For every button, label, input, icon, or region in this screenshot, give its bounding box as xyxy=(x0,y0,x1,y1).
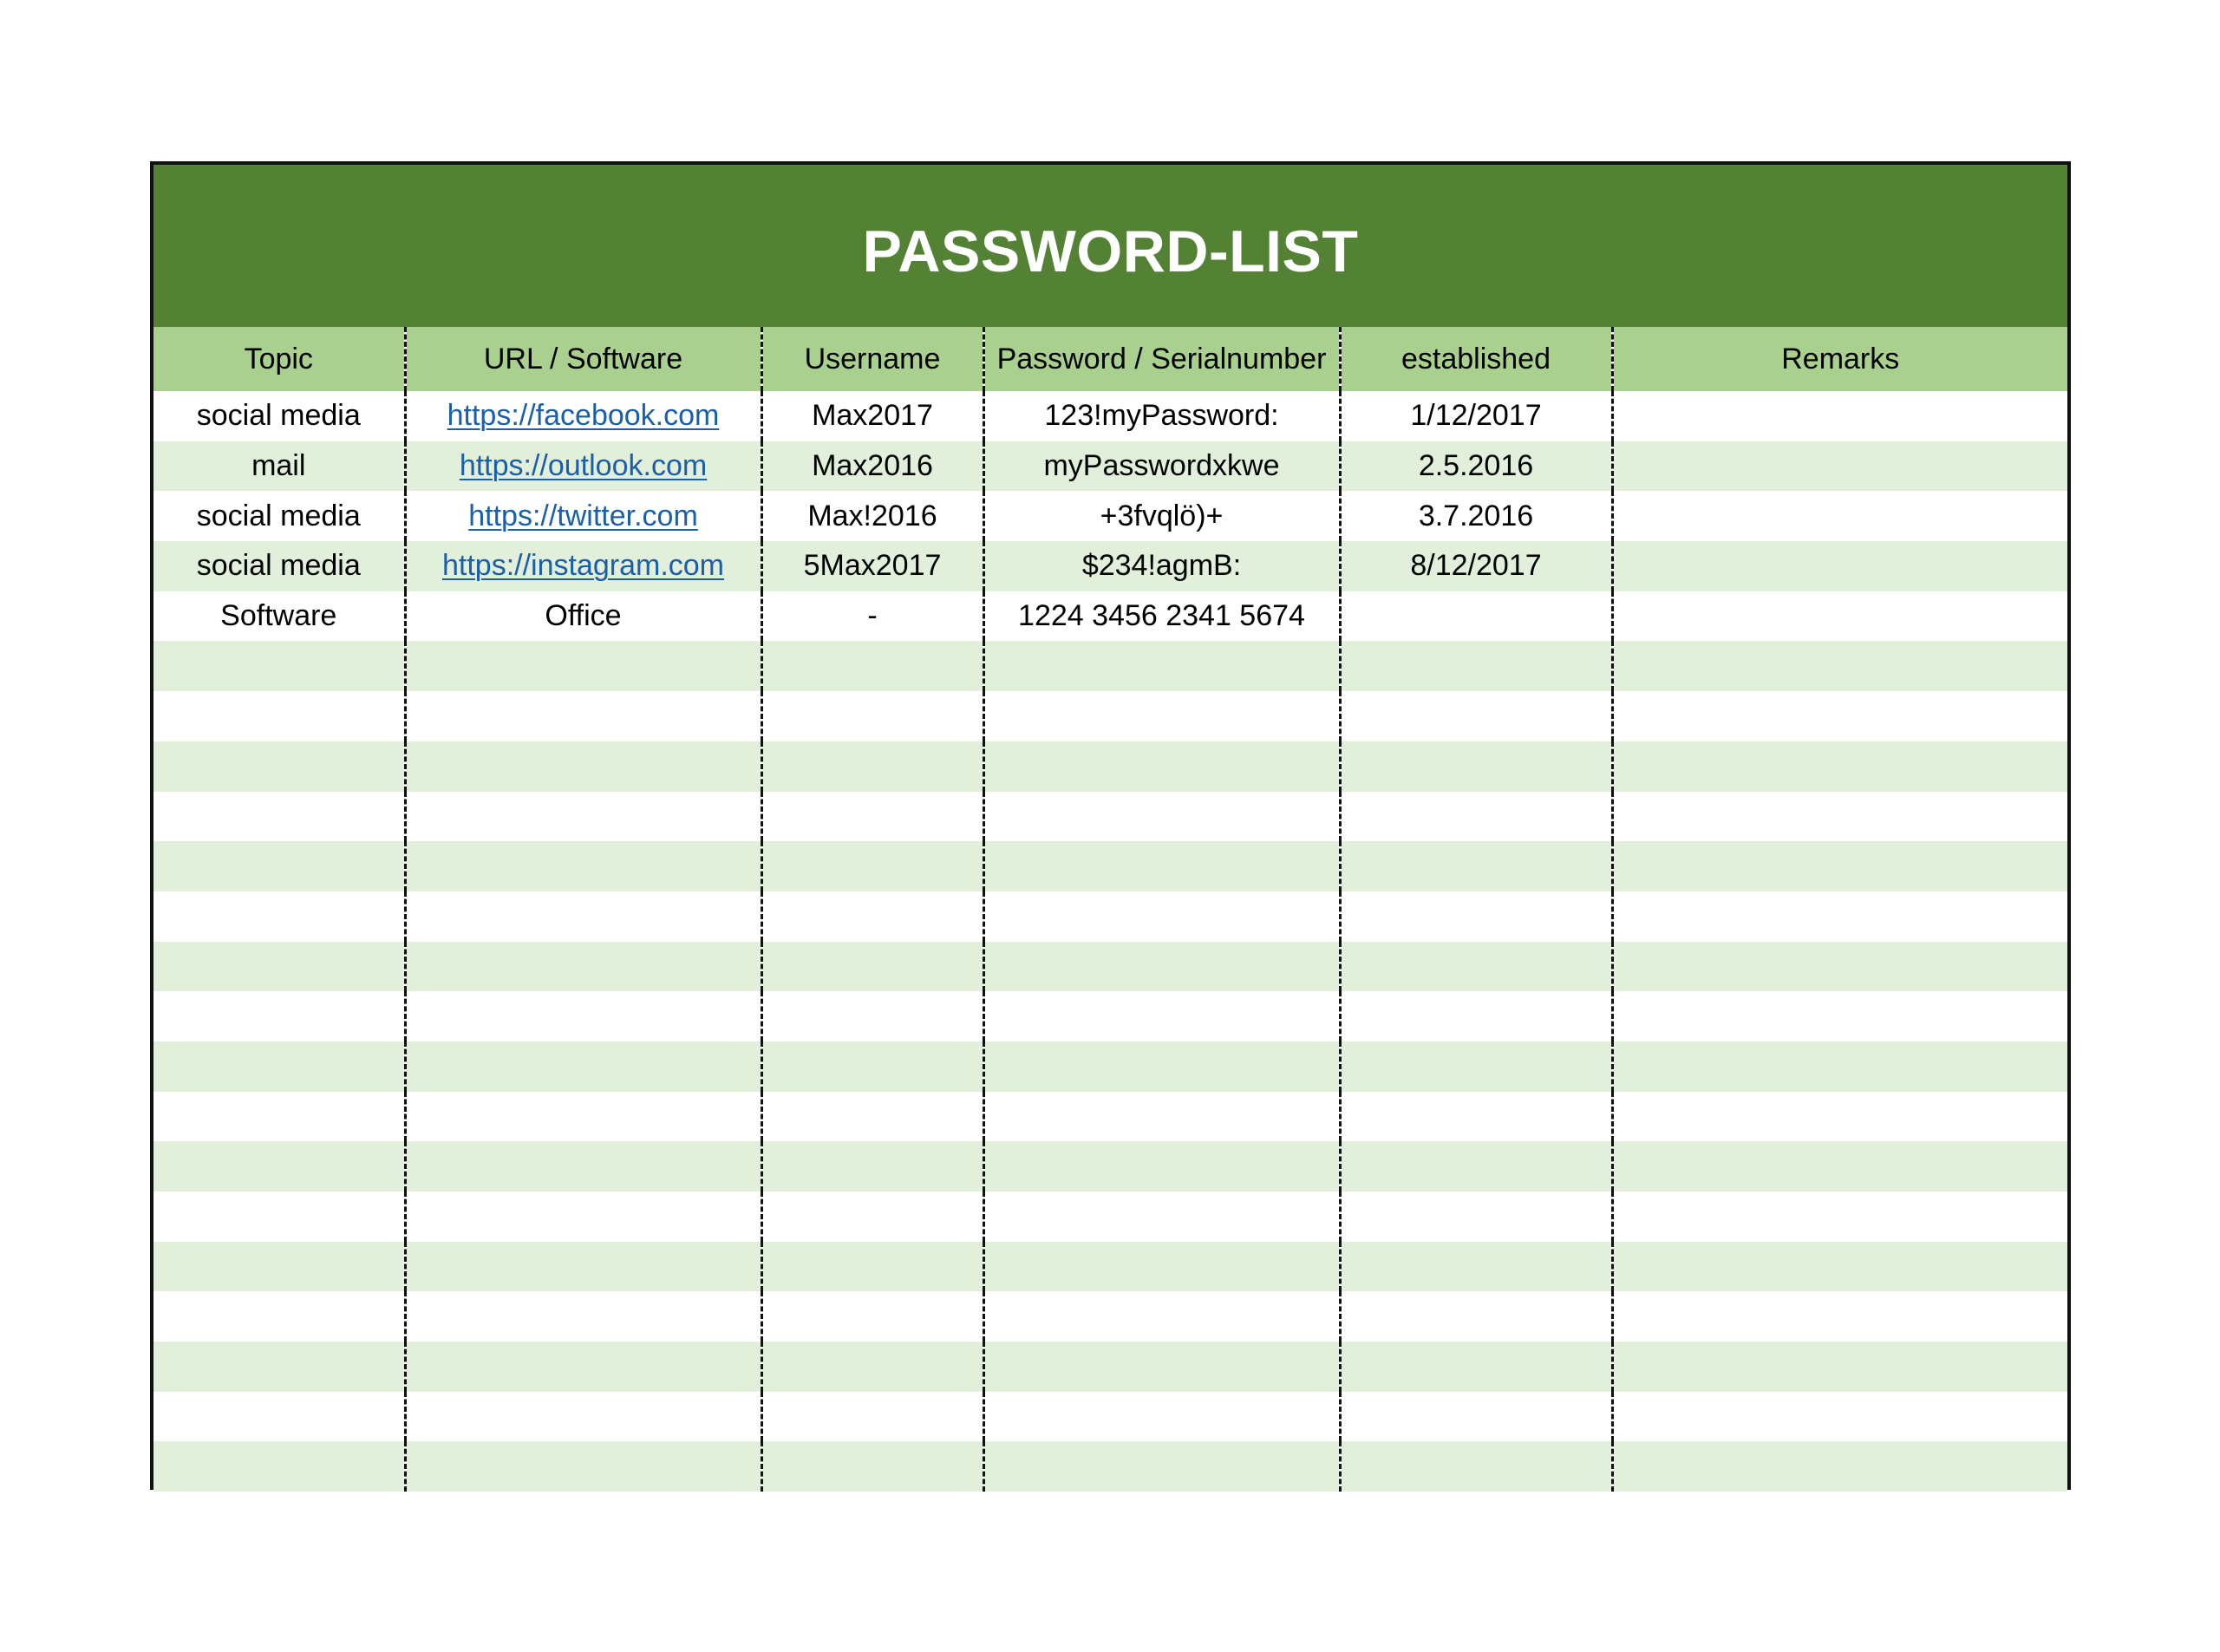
cell-topic[interactable]: Software xyxy=(153,591,405,642)
cell-remarks[interactable] xyxy=(1612,1242,2067,1292)
cell-topic[interactable] xyxy=(153,1392,405,1442)
cell-url[interactable] xyxy=(405,891,761,942)
cell-url[interactable] xyxy=(405,841,761,891)
table-row xyxy=(153,591,2067,642)
cell-password[interactable]: 123!myPassword: xyxy=(983,391,1340,441)
cell-password[interactable] xyxy=(983,942,1340,992)
cell-established[interactable] xyxy=(1340,741,1612,792)
cell-established[interactable] xyxy=(1340,641,1612,691)
cell-password[interactable] xyxy=(983,891,1340,942)
cell-remarks[interactable] xyxy=(1612,1392,2067,1442)
url-link[interactable]: https://facebook.com xyxy=(447,399,720,433)
cell-password[interactable]: $234!agmB: xyxy=(983,541,1340,591)
cell-established[interactable]: 2.5.2016 xyxy=(1340,441,1612,492)
cell-url[interactable] xyxy=(405,741,761,792)
cell-topic[interactable]: social media xyxy=(153,541,405,591)
cell-password[interactable]: +3fvqlö)+ xyxy=(983,491,1340,541)
cell-url[interactable] xyxy=(405,1342,761,1392)
cell-topic[interactable] xyxy=(153,1291,405,1342)
cell-username[interactable] xyxy=(761,1041,983,1092)
table-row xyxy=(153,942,2067,992)
cell-topic[interactable] xyxy=(153,741,405,792)
cell-topic[interactable] xyxy=(153,1441,405,1492)
cell-url[interactable] xyxy=(405,1291,761,1342)
cell-url[interactable] xyxy=(405,691,761,741)
table-row xyxy=(153,541,2067,591)
cell-url[interactable]: Office xyxy=(405,591,761,642)
url-link[interactable]: https://instagram.com xyxy=(441,549,724,583)
column-header-password-serialnumber: Password / Serialnumber xyxy=(983,327,1340,391)
cell-remarks[interactable] xyxy=(1612,991,2067,1041)
cell-url[interactable] xyxy=(405,1192,761,1242)
cell-url[interactable] xyxy=(405,991,761,1041)
table-row xyxy=(153,1041,2067,1092)
cell-username[interactable] xyxy=(761,1141,983,1192)
cell-remarks[interactable] xyxy=(1612,691,2067,741)
cell-username[interactable]: Max2017 xyxy=(761,391,983,441)
cell-remarks[interactable] xyxy=(1612,1192,2067,1242)
cell-remarks[interactable] xyxy=(1612,591,2067,642)
cell-username[interactable] xyxy=(761,1342,983,1392)
cell-established[interactable] xyxy=(1340,1242,1612,1292)
cell-username[interactable]: Max!2016 xyxy=(761,491,983,541)
cell-topic[interactable]: social media xyxy=(153,491,405,541)
table-row xyxy=(153,441,2067,492)
cell-topic[interactable] xyxy=(153,891,405,942)
cell-username[interactable] xyxy=(761,1441,983,1492)
cell-remarks[interactable] xyxy=(1612,1041,2067,1092)
cell-password[interactable] xyxy=(983,792,1340,842)
header-row xyxy=(153,327,2067,391)
table-row xyxy=(153,641,2067,691)
cell-topic[interactable] xyxy=(153,1041,405,1092)
url-link[interactable]: https://twitter.com xyxy=(468,499,698,532)
cell-remarks[interactable] xyxy=(1612,841,2067,891)
cell-established[interactable] xyxy=(1340,991,1612,1041)
title-band xyxy=(153,165,2067,327)
table-row xyxy=(153,1092,2067,1142)
cell-password[interactable] xyxy=(983,1092,1340,1142)
cell-topic[interactable]: mail xyxy=(153,441,405,492)
password-list-sheet xyxy=(150,161,2071,1490)
cell-password[interactable]: 1224 3456 2341 5674 xyxy=(983,591,1340,642)
cell-remarks[interactable] xyxy=(1612,641,2067,691)
cell-password[interactable] xyxy=(983,1041,1340,1092)
cell-topic[interactable] xyxy=(153,942,405,992)
cell-username[interactable] xyxy=(761,691,983,741)
table-row xyxy=(153,1441,2067,1492)
cell-established[interactable] xyxy=(1340,792,1612,842)
cell-topic[interactable] xyxy=(153,691,405,741)
cell-password[interactable] xyxy=(983,1291,1340,1342)
url-link[interactable]: https://outlook.com xyxy=(459,449,708,483)
table-row xyxy=(153,1192,2067,1242)
table-row xyxy=(153,691,2067,741)
cell-topic[interactable]: social media xyxy=(153,391,405,441)
page-title: PASSWORD-LIST xyxy=(862,218,1359,284)
column-header-topic: Topic xyxy=(153,327,405,391)
cell-url[interactable] xyxy=(405,1041,761,1092)
cell-username[interactable] xyxy=(761,1242,983,1292)
cell-established[interactable] xyxy=(1340,942,1612,992)
cell-established[interactable] xyxy=(1340,1092,1612,1142)
column-header-established: established xyxy=(1340,327,1612,391)
cell-url[interactable] xyxy=(405,1242,761,1292)
cell-password[interactable] xyxy=(983,641,1340,691)
cell-remarks[interactable] xyxy=(1612,391,2067,441)
cell-username[interactable] xyxy=(761,741,983,792)
cell-username[interactable] xyxy=(761,792,983,842)
cell-username[interactable]: 5Max2017 xyxy=(761,541,983,591)
cell-established[interactable] xyxy=(1340,691,1612,741)
cell-url[interactable] xyxy=(405,491,761,541)
cell-url[interactable] xyxy=(405,1392,761,1442)
table-row xyxy=(153,741,2067,792)
cell-url[interactable] xyxy=(405,391,761,441)
cell-username[interactable]: - xyxy=(761,591,983,642)
cell-established[interactable] xyxy=(1340,1392,1612,1442)
cell-established[interactable] xyxy=(1340,1041,1612,1092)
cell-username[interactable] xyxy=(761,641,983,691)
cell-established[interactable] xyxy=(1340,1291,1612,1342)
cell-url[interactable] xyxy=(405,1441,761,1492)
cell-username[interactable] xyxy=(761,841,983,891)
cell-remarks[interactable] xyxy=(1612,1092,2067,1142)
cell-established[interactable] xyxy=(1340,591,1612,642)
cell-password[interactable] xyxy=(983,991,1340,1041)
cell-topic[interactable] xyxy=(153,1141,405,1192)
cell-username[interactable] xyxy=(761,1392,983,1442)
cell-url[interactable] xyxy=(405,942,761,992)
cell-topic[interactable] xyxy=(153,841,405,891)
cell-topic[interactable] xyxy=(153,991,405,1041)
cell-remarks[interactable] xyxy=(1612,1291,2067,1342)
cell-password[interactable] xyxy=(983,1342,1340,1392)
cell-username[interactable] xyxy=(761,1291,983,1342)
cell-topic[interactable] xyxy=(153,792,405,842)
cell-remarks[interactable] xyxy=(1612,441,2067,492)
cell-password[interactable] xyxy=(983,1141,1340,1192)
cell-topic[interactable] xyxy=(153,1342,405,1392)
cell-remarks[interactable] xyxy=(1612,891,2067,942)
password-table xyxy=(153,327,2067,1492)
cell-password[interactable] xyxy=(983,1392,1340,1442)
cell-established[interactable]: 1/12/2017 xyxy=(1340,391,1612,441)
cell-established[interactable] xyxy=(1340,1342,1612,1392)
column-header-username: Username xyxy=(761,327,983,391)
cell-remarks[interactable] xyxy=(1612,541,2067,591)
column-header-remarks: Remarks xyxy=(1612,327,2067,391)
cell-remarks[interactable] xyxy=(1612,1441,2067,1492)
cell-established[interactable] xyxy=(1340,1192,1612,1242)
cell-topic[interactable] xyxy=(153,641,405,691)
cell-established[interactable]: 8/12/2017 xyxy=(1340,541,1612,591)
cell-password[interactable]: myPasswordxkwe xyxy=(983,441,1340,492)
cell-username[interactable] xyxy=(761,942,983,992)
cell-username[interactable] xyxy=(761,1092,983,1142)
cell-username[interactable] xyxy=(761,891,983,942)
cell-url[interactable] xyxy=(405,792,761,842)
cell-remarks[interactable] xyxy=(1612,942,2067,992)
column-header-url-software: URL / Software xyxy=(405,327,761,391)
table-row xyxy=(153,1242,2067,1292)
cell-password[interactable] xyxy=(983,1242,1340,1292)
cell-remarks[interactable] xyxy=(1612,741,2067,792)
cell-url[interactable] xyxy=(405,641,761,691)
table-row xyxy=(153,1291,2067,1342)
cell-password[interactable] xyxy=(983,1192,1340,1242)
cell-topic[interactable] xyxy=(153,1242,405,1292)
cell-username[interactable] xyxy=(761,1192,983,1242)
cell-password[interactable] xyxy=(983,741,1340,792)
cell-established[interactable] xyxy=(1340,1141,1612,1192)
cell-remarks[interactable] xyxy=(1612,792,2067,842)
cell-established[interactable] xyxy=(1340,1441,1612,1492)
cell-username[interactable]: Max2016 xyxy=(761,441,983,492)
cell-remarks[interactable] xyxy=(1612,1342,2067,1392)
cell-url[interactable] xyxy=(405,441,761,492)
table-row xyxy=(153,1141,2067,1192)
cell-topic[interactable] xyxy=(153,1092,405,1142)
table-row xyxy=(153,792,2067,842)
cell-remarks[interactable] xyxy=(1612,491,2067,541)
cell-topic[interactable] xyxy=(153,1192,405,1242)
cell-url[interactable] xyxy=(405,1141,761,1192)
cell-username[interactable] xyxy=(761,991,983,1041)
cell-password[interactable] xyxy=(983,691,1340,741)
table-row xyxy=(153,841,2067,891)
cell-url[interactable] xyxy=(405,541,761,591)
cell-password[interactable] xyxy=(983,1441,1340,1492)
table-row xyxy=(153,891,2067,942)
table-row xyxy=(153,1342,2067,1392)
table-row xyxy=(153,391,2067,441)
cell-remarks[interactable] xyxy=(1612,1141,2067,1192)
table-row xyxy=(153,1392,2067,1442)
table-row xyxy=(153,491,2067,541)
cell-established[interactable] xyxy=(1340,891,1612,942)
cell-established[interactable] xyxy=(1340,841,1612,891)
cell-password[interactable] xyxy=(983,841,1340,891)
cell-url[interactable] xyxy=(405,1092,761,1142)
table-row xyxy=(153,991,2067,1041)
cell-established[interactable]: 3.7.2016 xyxy=(1340,491,1612,541)
